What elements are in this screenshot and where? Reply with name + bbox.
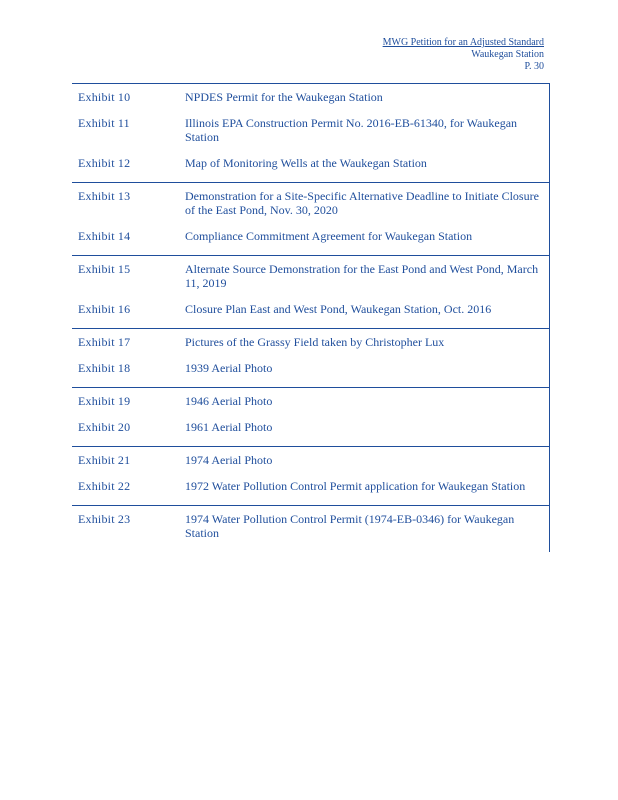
exhibit-row: [72, 361, 549, 375]
exhibit-row: [72, 453, 549, 467]
exhibit-description: Alternate Source Demonstration for the East Pond and West Pond, March 11, 2019: [185, 262, 539, 290]
exhibit-row: [72, 420, 549, 434]
exhibit-group: [72, 446, 549, 505]
exhibit-label: Exhibit 22: [78, 479, 131, 493]
exhibit-row: [72, 335, 549, 349]
exhibit-row: [72, 90, 549, 104]
exhibit-group: [72, 255, 549, 328]
header-petition-title: MWG Petition for an Adjusted Standard: [382, 37, 544, 48]
exhibit-description: Illinois EPA Construction Permit No. 2016-EB-61340, for Waukegan Station: [185, 116, 518, 144]
exhibit-row: [72, 302, 549, 316]
exhibit-label: Exhibit 11: [78, 116, 130, 130]
exhibit-description: Map of Monitoring Wells at the Waukegan Station: [185, 156, 427, 170]
exhibit-group: [72, 387, 549, 446]
exhibit-description: 1961 Aerial Photo: [185, 420, 273, 434]
exhibit-label: Exhibit 10: [78, 90, 131, 104]
exhibit-group: [72, 328, 549, 387]
exhibit-description: Closure Plan East and West Pond, Waukegan Station, Oct. 2016: [185, 302, 492, 316]
exhibit-label: Exhibit 14: [78, 229, 131, 243]
exhibit-row: [72, 189, 549, 217]
exhibit-label: Exhibit 15: [78, 262, 131, 276]
exhibit-label: Exhibit 21: [78, 453, 131, 467]
exhibit-label: Exhibit 23: [78, 512, 131, 526]
header-page-number: P. 30: [524, 61, 544, 72]
exhibit-label: Exhibit 16: [78, 302, 131, 316]
page-header: [383, 37, 544, 73]
exhibit-description: Pictures of the Grassy Field taken by Christopher Lux: [185, 335, 445, 349]
exhibit-description: 1972 Water Pollution Control Permit application for Waukegan Station: [185, 479, 526, 493]
exhibit-description: Compliance Commitment Agreement for Waukegan Station: [185, 229, 473, 243]
exhibit-description: Demonstration for a Site-Specific Alternative Deadline to Initiate Closure of the East Pond, Nov. 30, 2020: [185, 189, 539, 217]
exhibit-description: NPDES Permit for the Waukegan Station: [185, 90, 383, 104]
exhibit-label: Exhibit 17: [78, 335, 131, 349]
exhibit-group: [72, 182, 549, 255]
exhibit-description: 1974 Water Pollution Control Permit (1974-EB-0346) for Waukegan Station: [185, 512, 515, 540]
exhibit-description: 1974 Aerial Photo: [185, 453, 273, 467]
exhibit-label: Exhibit 18: [78, 361, 131, 375]
exhibit-group: [72, 505, 549, 552]
exhibit-label: Exhibit 19: [78, 394, 131, 408]
exhibit-description: 1939 Aerial Photo: [185, 361, 273, 375]
exhibit-row: [72, 394, 549, 408]
exhibit-label: Exhibit 12: [78, 156, 131, 170]
exhibit-row: [72, 156, 549, 170]
exhibit-label: Exhibit 13: [78, 189, 131, 203]
exhibit-row: [72, 116, 549, 144]
exhibit-row: [72, 229, 549, 243]
exhibit-group: [72, 83, 549, 182]
exhibit-row: [72, 512, 549, 540]
header-station-name: Waukegan Station: [471, 49, 544, 60]
exhibit-row: [72, 262, 549, 290]
exhibit-row: [72, 479, 549, 493]
exhibit-list: [72, 83, 550, 552]
exhibit-description: 1946 Aerial Photo: [185, 394, 273, 408]
exhibit-label: Exhibit 20: [78, 420, 131, 434]
